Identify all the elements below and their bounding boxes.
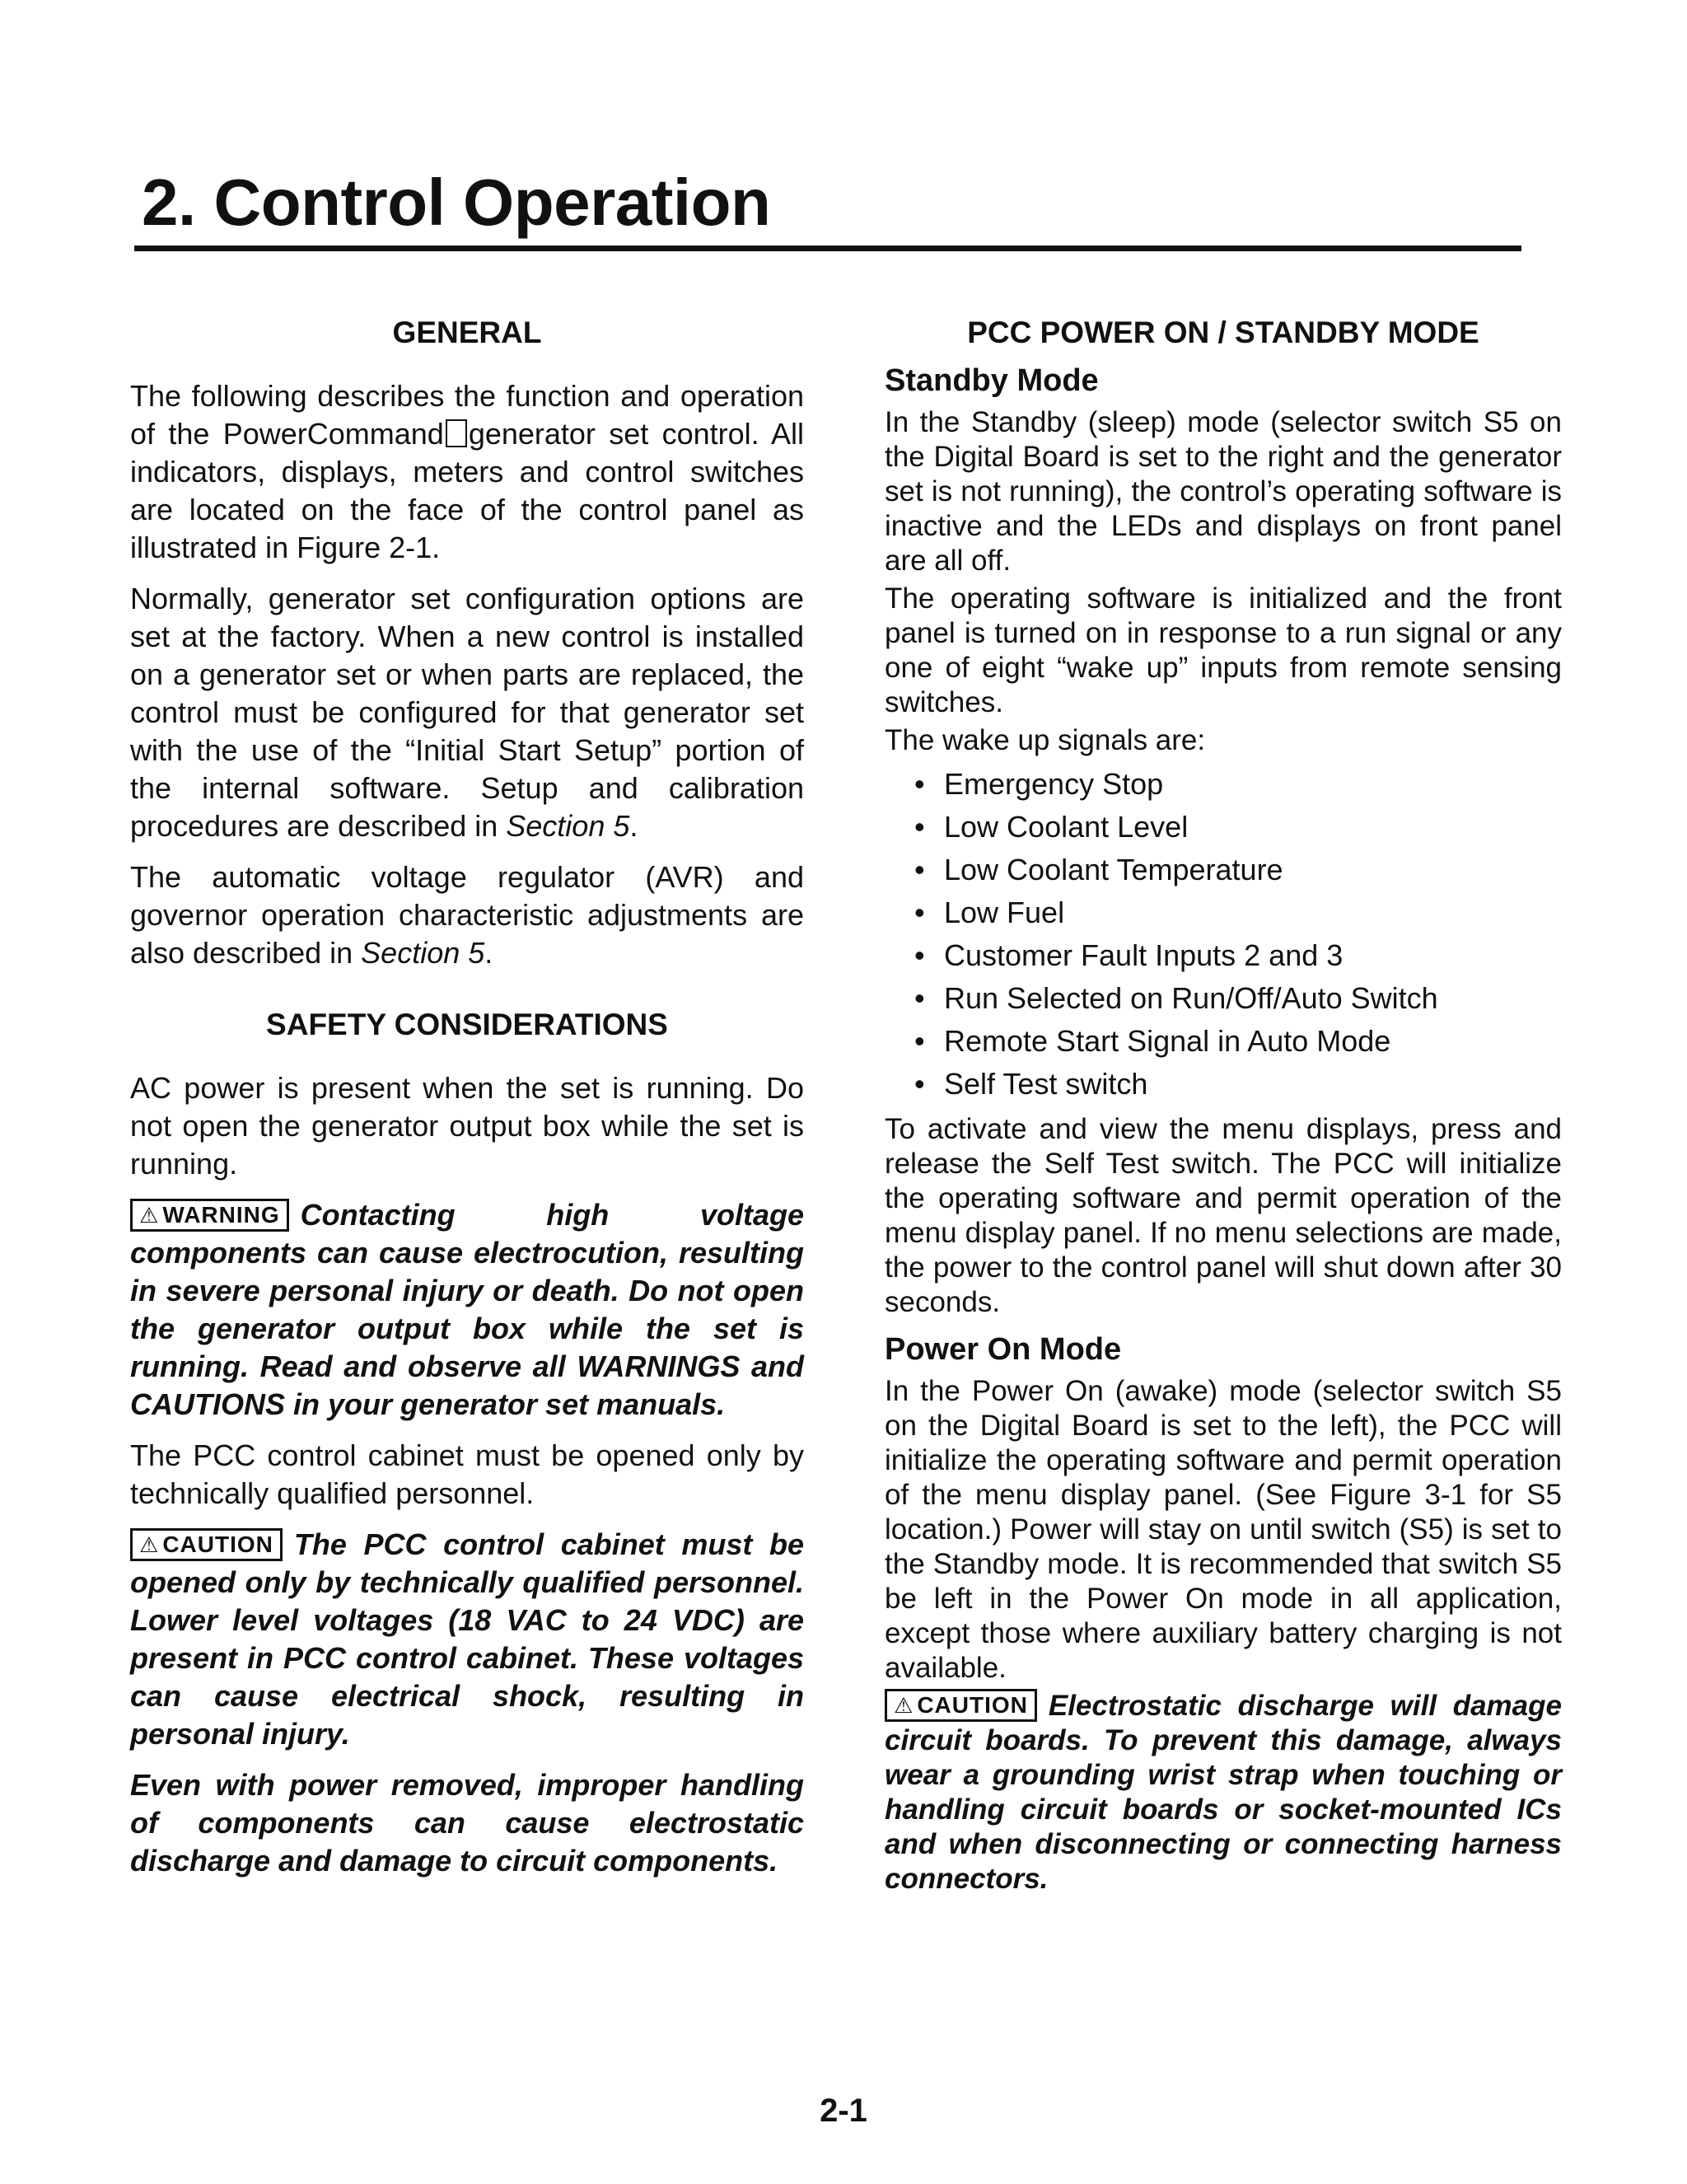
esd-caution-text: Electrostatic discharge will damage circuit boards. To prevent this damage, always wear a grounding wrist strap when touching or handling circuit boards or socket-mounted ICs and when disconnecting or connecting harness connectors. [885,1690,1562,1895]
section-ref: Section 5 [506,809,630,843]
caution-badge: ⚠ CAUTION [130,1528,283,1561]
standby-paragraph-2: The operating software is initialized and the front panel is turned on in response to a run signal or any one of eight “wake up” inputs from remote sensing switches. [885,582,1562,718]
safety-heading: SAFETY CONSIDERATIONS [266,1008,668,1041]
standby-paragraph-1: In the Standby (sleep) mode (selector switch S5 on the Digital Board is set to the right and the generator set is not running), the control’s operating software is inactive and the LEDs and displays on front panel are all off. [885,406,1562,577]
pcc-mode-heading: PCC POWER ON / STANDBY MODE [967,316,1479,349]
warning-triangle-icon: ⚠ [894,1693,914,1718]
general-p1-end: generator set control. All indicators, displays, meters and control switches are located on the face of the control panel as illustrated in Figure 2-1. [130,417,804,564]
wake-up-list [885,763,1562,1106]
esd-notice: Even with power removed, improper handling of components can cause electrostatic discharge and damage to circuit components. [130,1768,804,1878]
page-title: 2. Control Operation [142,166,771,239]
title-rule [134,246,1521,251]
list-item: • Run Selected on Run/Off/Auto Switch [885,977,1562,1020]
caution-text: The PCC control cabinet must be opened only by technically qualified personnel. Lower level voltages (18 VAC to 24 VDC) are present in PCC control cabinet. These voltages can cause electrical shock, resulting in personal injury. [130,1527,804,1751]
list-item: • Remote Start Signal in Auto Mode [885,1020,1562,1063]
list-item: • Customer Fault Inputs 2 and 3 [885,934,1562,977]
section-ref: Section 5 [361,936,485,970]
list-item: • Emergency Stop [885,763,1562,806]
warning-text: Contacting high voltage components can cause electrocution, resulting in severe personal injury or death. Do not open the generator output box while the set is running. Read and observe all WARNINGS and CAUTIONS in your generator set manuals. [130,1198,804,1421]
warning-badge: ⚠ WARNING [130,1199,289,1232]
general-paragraph-1 [130,377,804,567]
list-item: • Low Coolant Level [885,806,1562,849]
missing-glyph-box [446,419,467,447]
list-item: • Low Coolant Temperature [885,849,1562,891]
general-paragraph-2: Normally, generator set configuration options are set at the factory. When a new control is installed on a generator set or when parts are replaced, the control must be configured for that generator set with the use of the “Initial Start Setup” portion of the internal software. Setup and calibration procedures are described in Section 5. [130,582,804,843]
caution-notice [130,1526,804,1753]
page-number: 2-1 [820,2093,867,2129]
safety-paragraph-2: The PCC control cabinet must be opened only by technically qualified personnel. [130,1438,804,1510]
safety-paragraph-1: AC power is present when the set is running. Do not open the generator output box while the set is running. [130,1071,804,1181]
general-p1-start: The following describes the function and operation of the PowerCommand [130,379,804,451]
caution-badge: ⚠ CAUTION [885,1689,1037,1722]
list-item: • Low Fuel [885,891,1562,934]
esd-caution-notice [885,1689,1562,1896]
warning-triangle-icon: ⚠ [139,1203,160,1228]
standby-paragraph-3: The wake up signals are: [885,724,1206,756]
power-on-subheading: Power On Mode [885,1332,1122,1367]
general-heading: GENERAL [392,316,542,349]
list-item: • Self Test switch [885,1063,1562,1106]
right-column [885,313,1562,1900]
power-on-paragraph-1: In the Power On (awake) mode (selector switch S5 on the Digital Board is set to the left), the PCC will initialize the operating software and permit operation of the menu display panel. (See Figure 3-1 for S5 location.) Power will stay on until switch (S5) is set to the Standby mode. It is recommended that switch S5 be left in the Power On mode in all application, except those where auxiliary battery charging is not available. [885,1375,1562,1684]
left-column [130,313,804,1893]
standby-subheading: Standby Mode [885,363,1099,398]
warning-triangle-icon: ⚠ [139,1532,160,1557]
general-paragraph-3: The automatic voltage regulator (AVR) and governor operation characteristic adjustments are also described in Section 5. [130,860,804,970]
warning-notice [130,1196,804,1424]
standby-paragraph-4: To activate and view the menu displays, press and release the Self Test switch. The PCC will initialize the operating software and permit operation of the menu display panel. If no menu selections are made, the power to the control panel will shut down after 30 seconds. [885,1113,1562,1318]
